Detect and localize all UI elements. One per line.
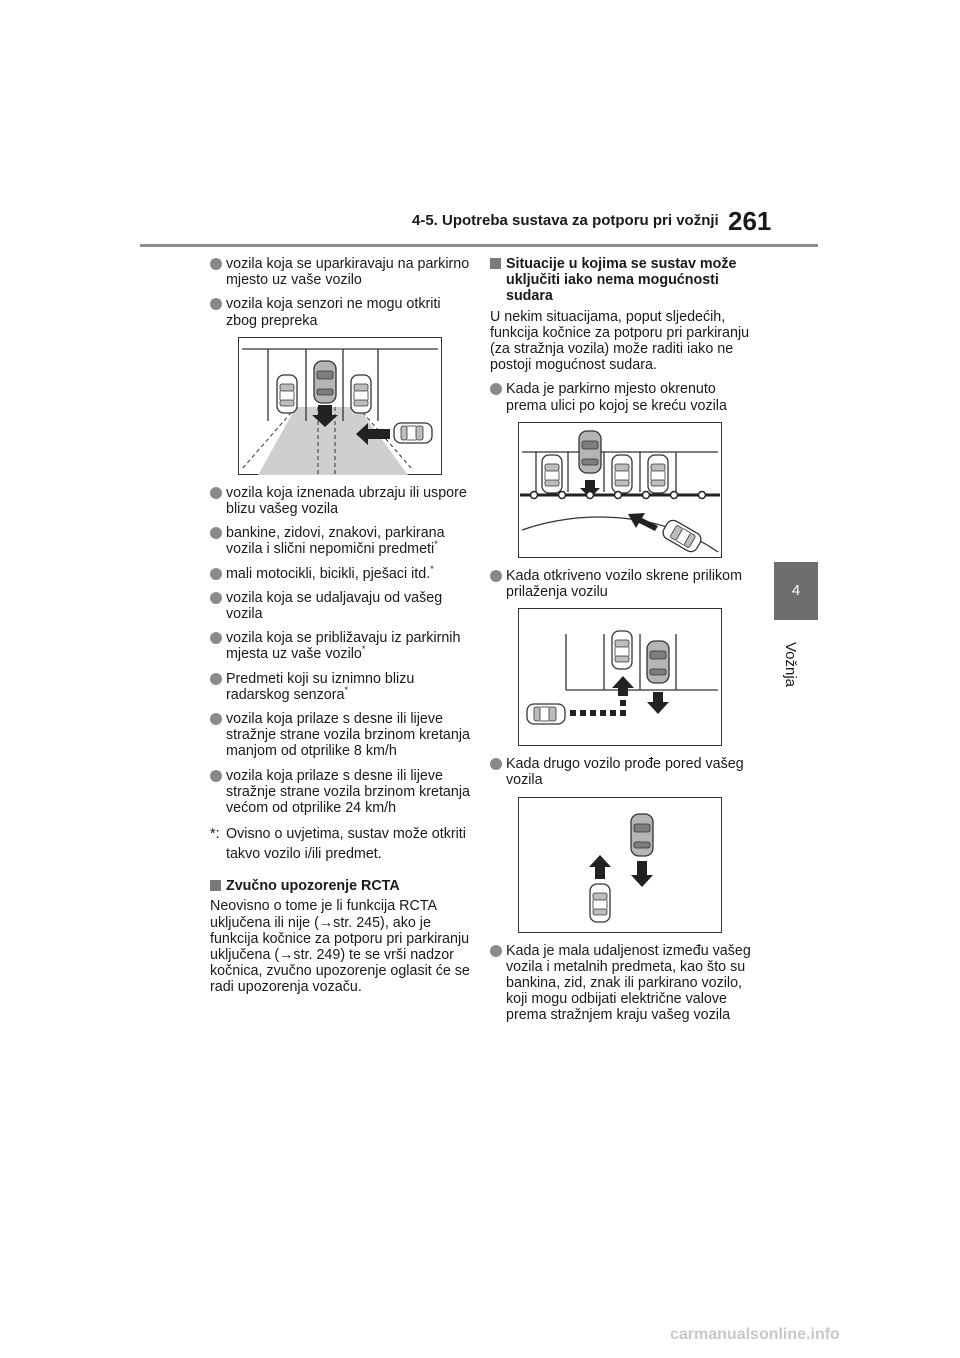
watermark: carmanualsonline.info [670,1326,840,1343]
section-heading-rcta: Zvučno upozorenje RCTA [210,878,474,894]
footnote-mark: *: [210,826,220,843]
bullet-icon [210,298,222,310]
page-number: 261 [728,206,772,236]
right-column [490,256,755,1032]
bullet-icon [210,713,222,725]
bullet-icon [210,592,222,604]
bullet-icon [490,758,502,770]
bullet-icon [210,487,222,499]
footnote: *: Ovisno o uvjetima, sustav može otkriti takvo vozilo i/ili predmet. [210,826,466,863]
list-item: mali motocikli, bicikli, pješaci itd.* [210,566,474,582]
bullet-icon [210,770,222,782]
list-item: vozila koja iznenada ubrzaju ili uspore blizu vašeg vozila [210,485,474,517]
chapter-number: 4 [791,582,801,599]
street-facing-parking-figure [518,422,722,558]
list-item: vozila koja se udaljavaju od vašeg vozila [210,590,474,622]
bullet-icon [210,568,222,580]
list-item: vozila koja prilaze s desne ili lijeve stražnje strane vozila brzinom kretanja manjom od otprilike 8 km/h [210,711,474,760]
passing-vehicle-figure [518,797,722,933]
list-item: Kada je mala udaljenost između vašeg vozila i metalnih predmeta, kao što su bankina, zid, znak ili parkirano vozilo, koji mogu odbijati električne valove prema stražnjem kraju vašeg vozila [490,943,755,1024]
list-item: bankine, zidovi, znakovi, parkirana vozila i slični nepomični predmeti* [210,525,474,557]
list-item: Predmeti koji su iznimno blizu radarskog senzora* [210,671,474,703]
chapter-label: Vožnja [782,641,800,688]
bullet-icon [210,258,222,270]
parking-obstacle-figure [238,337,442,475]
section-square-icon [210,880,221,891]
section-paragraph: Neovisno o tome je li funkcija RCTA uključena ili nije (→str. 245), ako je funkcija kočnice za potporu pri parkiranju uključena (→str. 249) te se vrši nadzor kočnica, zvučno upozorenje oglasit će se radi upozorenja vozaču. [210,898,470,996]
bullet-icon [490,570,502,582]
list-item: Kada drugo vozilo prođe pored vašeg vozila [490,756,755,788]
list-item: vozila koja se uparkiravaju na parkirno mjesto uz vaše vozilo [210,256,474,288]
bullet-icon [210,673,222,685]
section-heading-situations: Situacije u kojima se sustav može uključiti iako nema mogućnosti sudara [490,256,755,305]
list-item: Kada je parkirno mjesto okrenuto prema ulici po kojoj se kreću vozila [490,381,755,413]
turning-vehicle-figure [518,608,722,746]
intro-paragraph: U nekim situacijama, poput sljedećih, funkcija kočnice za potporu pri parkiranju (za stražnja vozila) može raditi iako ne postoji mogućnost sudara. [490,308,750,374]
bullet-icon [210,632,222,644]
header-rule [140,244,818,247]
bullet-icon [490,383,502,395]
bullet-icon [490,945,502,957]
left-column [210,256,474,1004]
section-square-icon [490,258,501,269]
list-item: vozila koja se približavaju iz parkirnih mjesta uz vaše vozilo* [210,630,474,662]
list-item: vozila koja prilaze s desne ili lijeve stražnje strane vozila brzinom kretanja većom od otprilike 24 km/h [210,768,474,817]
list-item: Kada otkriveno vozilo skrene prilikom prilaženja vozilu [490,568,755,600]
chapter-tab[interactable] [774,562,818,620]
list-item: vozila koja senzori ne mogu otkriti zbog prepreka [210,296,474,328]
bullet-icon [210,527,222,539]
section-header-title: 4-5. Upotreba sustava za potporu pri vožnji [412,212,719,229]
